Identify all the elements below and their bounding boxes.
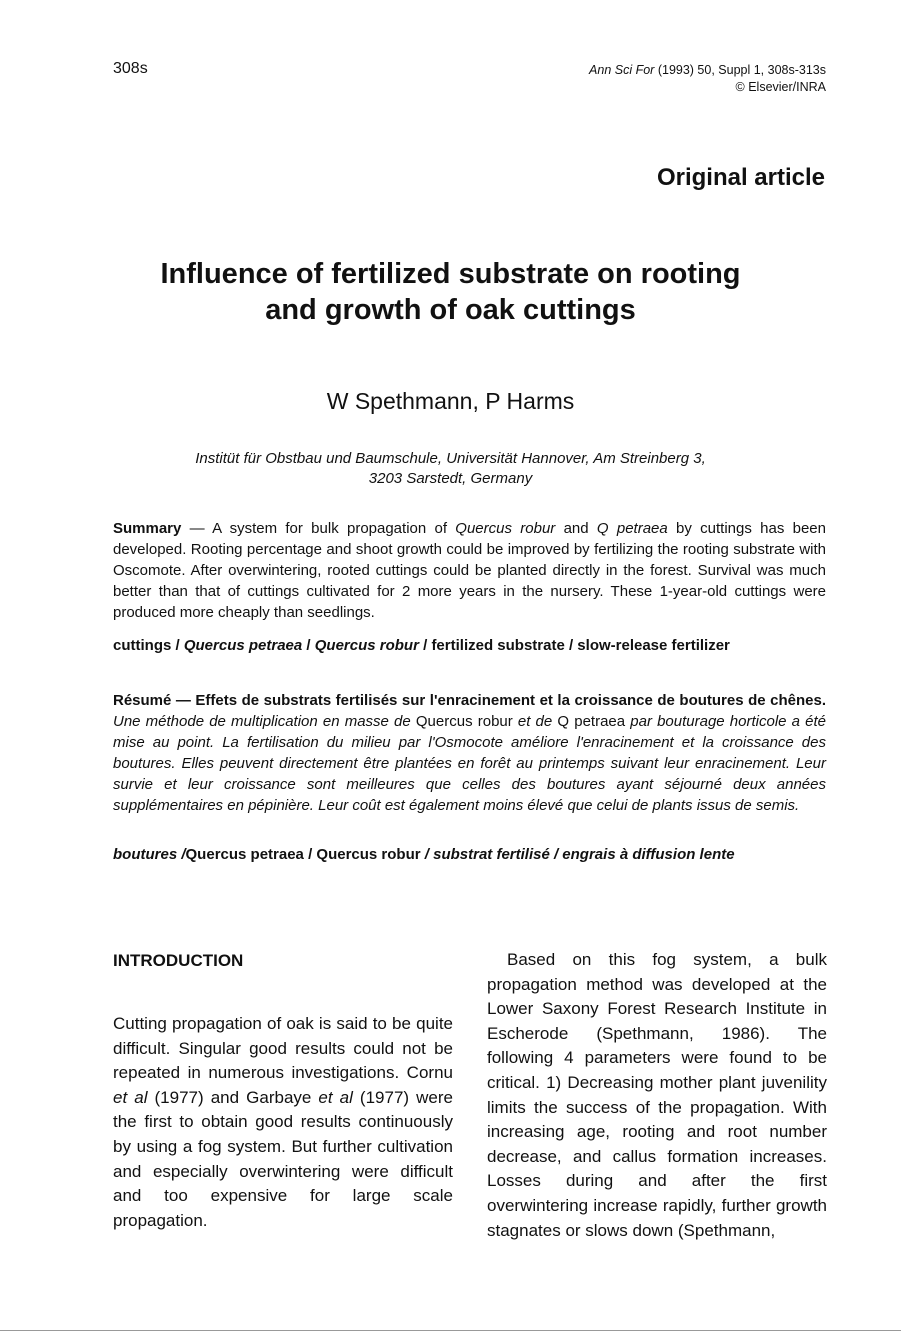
- copyright: © Elsevier/INRA: [735, 80, 826, 94]
- text-segment: cuttings /: [113, 637, 184, 654]
- text-segment: Cutting propagation of oak is said to be quite difficult. Singular good results could not be repeated in numerous investigations. Cornu: [113, 1014, 453, 1083]
- text-segment: Quercus petraea: [183, 637, 303, 654]
- text-segment: boutures /: [113, 846, 186, 863]
- affiliation: [0, 449, 901, 489]
- text-segment: Based on this fog system, a bulk propagation method was developed at the Lower Saxony Forest Research Institute in Escherode (Spethmann, 1986). The following 4 parameters were found to be critical. 1) Decreasing mother plant juvenility limits the success of the propagation. With increasing age, rooting and root number decrease, and callus formation increases. Losses during and after the first overwintering increase rapidly, further growth stagnates or slows down (Spethmann,: [487, 950, 827, 1240]
- keywords: [113, 635, 826, 656]
- text-segment: (1977) and Garbaye: [147, 1087, 319, 1107]
- title-line: Influence of fertilized substrate on rooting: [160, 258, 741, 290]
- journal-name: Ann Sci For: [589, 63, 655, 77]
- resume: [113, 690, 826, 816]
- text-segment: Summary: [113, 520, 182, 537]
- paper-title: [0, 256, 901, 328]
- text-segment: Résumé — Effets de substrats fertilisés sur l'enracinement et la croissance de boutures de chênes.: [113, 692, 826, 709]
- authors: W Spethmann, P Harms: [326, 388, 575, 414]
- text-segment: Q petraea: [596, 520, 668, 537]
- text-segment: (1977) were the first to obtain good results continuously by using a fog system. But further cultivation and especially overwintering were difficult and too expensive for large scale propagation.: [113, 1087, 453, 1230]
- text-segment: Quercus robur: [415, 713, 513, 730]
- page-edge: [0, 1330, 901, 1331]
- affiliation-line: 3203 Sarstedt, Germany: [368, 470, 533, 487]
- mots-cles: [113, 844, 826, 865]
- text-segment: / substrat fertilisé / engrais à diffusion lente: [424, 846, 735, 863]
- title-line: and growth of oak cuttings: [265, 294, 636, 326]
- text-segment: Une méthode de multiplication en masse de: [113, 713, 416, 730]
- text-segment: — A system for bulk propagation of: [181, 520, 456, 537]
- section-heading: INTRODUCTION: [113, 951, 244, 970]
- text-segment: /: [302, 637, 315, 654]
- text-segment: / fertilized substrate / slow-release fertilizer: [418, 637, 730, 654]
- page-number: 308s: [113, 60, 148, 77]
- text-segment: Q petraea: [557, 713, 626, 730]
- affiliation-line: Institüt für Obstbau und Baumschule, Universität Hannover, Am Streinberg 3,: [195, 450, 706, 467]
- text-segment: et al: [113, 1087, 148, 1107]
- text-segment: Quercus robur: [455, 520, 556, 537]
- summary: [113, 518, 826, 623]
- text-segment: Quercus petraea / Quercus robur: [185, 846, 425, 863]
- text-segment: and: [555, 520, 597, 537]
- citation: (1993) 50, Suppl 1, 308s-313s: [657, 63, 826, 77]
- text-segment: Quercus robur: [314, 637, 419, 654]
- intro-paragraph-left: [113, 1012, 453, 1233]
- intro-paragraph-right: [487, 948, 827, 1243]
- text-segment: et de: [512, 713, 558, 730]
- text-segment: by cuttings has been developed. Rooting percentage and shoot growth could be improved by fertilizing the rooting substrate with Oscomote. After overwintering, rooted cuttings could be planted directly in the forest. Survival was much better than that of cuttings cultivated for 2 more years in the nursery. These 1-year-old cuttings were produced more cheaply than seedlings.: [113, 520, 826, 621]
- text-segment: et al: [318, 1087, 353, 1107]
- text-segment: par bouturage horticole a été mise au point. La fertilisation du milieu par l'Osmocote améliore l'enracinement et la croissance des boutures. Elles peuvent directement être plantées en forêt au printemps suivant leur enracinement. Leur survie et leur croissance sont meilleures que celles des boutures ayant séjourné deux années supplémentaires en pépinière. Leur coût est également moins élevé que celui de plants issus de semis.: [113, 713, 826, 814]
- article-type: Original article: [656, 164, 825, 191]
- journal-header: [589, 62, 826, 96]
